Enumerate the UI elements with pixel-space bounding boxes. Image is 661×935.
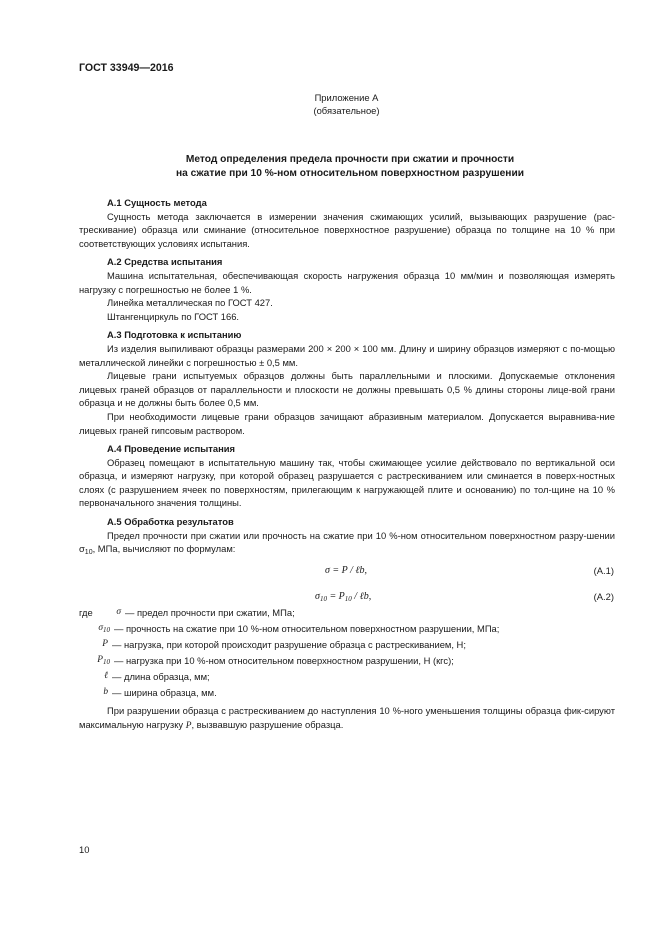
appendix-label: Приложение А [314, 92, 379, 103]
formula-a1 [79, 564, 615, 590]
section-heading-a4: А.4 Проведение испытания [107, 443, 235, 455]
section-heading-a5: А.5 Обработка результатов [107, 516, 234, 528]
formula-number: (А.2) [593, 590, 614, 602]
section-heading-a1: А.1 Сущность метода [107, 197, 207, 208]
legend-item: $\sigma_{10}$ — прочность на сжатие при 10 %-ном относительном поверхностном разрушении, МПа; [98, 623, 500, 634]
appendix-status: (обязательное) [313, 105, 380, 116]
section-heading-a3: А.3 Подготовка к испытанию [107, 329, 242, 341]
formula-expression: σ = P / ℓb, [325, 564, 368, 576]
formula-number: (А.1) [593, 564, 614, 576]
formula-expression: $\sigma_{10} = P_{10}$ / ℓb, [315, 590, 372, 603]
paragraph: Образец помещают в испытательную машину так, чтобы сжимающее усилие действовало по вертикальной оси образца, и измеряют нагрузку, при которой образец разрушается с растрескиванием или сминается в поверх-ностных слоях (с разрушением ячеек по поверхностям, прилегающим к нагружающей плите и основанию) по тол-щине на 10 % первоначального значения толщины. [79, 456, 615, 509]
appendix-title [110, 153, 590, 181]
legend-item: P — нагрузка, при которой происходит разрушение образца с растрескиванием, Н; [102, 639, 466, 650]
paragraph: Лицевые грани испытуемых образцов должны быть параллельными и плоскими. Допускаемые отклонения лицевых граней образцов от параллельности и плоскости не должны превышать 0,5 % длины стороны лице-вой грани образца и не должны быть более 0,5 мм. [79, 370, 615, 409]
title-line-2: на сжатие при 10 %-ном относительном поверхностном разрушении [176, 168, 524, 179]
title-line-1: Метод определения предела прочности при сжатии и прочности [185, 154, 515, 165]
legend-item: b — ширина образца, мм. [103, 687, 217, 698]
paragraph: При необходимости лицевые грани образцов зачищают абразивным материалом. Допускается выравнива-ние лицевых граней гипсовым раствором. [79, 410, 615, 436]
legend-item: $P_{10}$ — нагрузка при 10 %-ном относительном поверхностном разрушении, Н (кгс); [97, 655, 454, 666]
page-number: 10 [79, 844, 90, 855]
formula-legend [79, 606, 615, 702]
legend-item: ℓ — длина образца, мм; [104, 671, 210, 682]
paragraph: Линейка металлическая по ГОСТ 427. [107, 297, 273, 309]
paragraph: Штангенциркуль по ГОСТ 166. [107, 310, 240, 322]
paragraph: Предел прочности при сжатии или прочность на сжатие при 10 %-ном относительном поверхностном разру-шении $\sigma_{10}$, МПа, вычисляют по формулам: [79, 529, 615, 557]
paragraph: Машина испытательная, обеспечивающая скорость нагружения образца 10 мм/мин и позволяющая измерять нагрузку с погрешностью не более 1 %. [79, 269, 615, 295]
document-body [79, 196, 615, 616]
paragraph: Сущность метода заключается в измерении значения сжимающих усилий, вызывающих разрушение (рас-трескивание) образца или сминание (относительное поверхностное разрушение) образца по толщине на 10 % при соответствующих условиях испытания. [79, 210, 615, 249]
document-id: ГОСТ 33949—2016 [79, 62, 174, 74]
where-label: где [79, 607, 93, 618]
appendix-header [0, 91, 661, 117]
paragraph: При разрушении образца с растрескиванием до наступления 10 %-ного уменьшения толщины образца фик-сируют максимальную нагрузку P, вызвавшую разрушение образца. [79, 705, 615, 731]
paragraph: Из изделия выпиливают образцы размерами 200 × 200 × 100 мм. Длину и ширину образцов измеряют с по-мощью металлической линейки с погрешностью ± 0,5 мм. [79, 342, 615, 368]
section-heading-a2: А.2 Средства испытания [107, 256, 223, 268]
final-paragraph [79, 704, 615, 733]
legend-item: где σ — предел прочности при сжатии, МПа; [79, 607, 295, 618]
